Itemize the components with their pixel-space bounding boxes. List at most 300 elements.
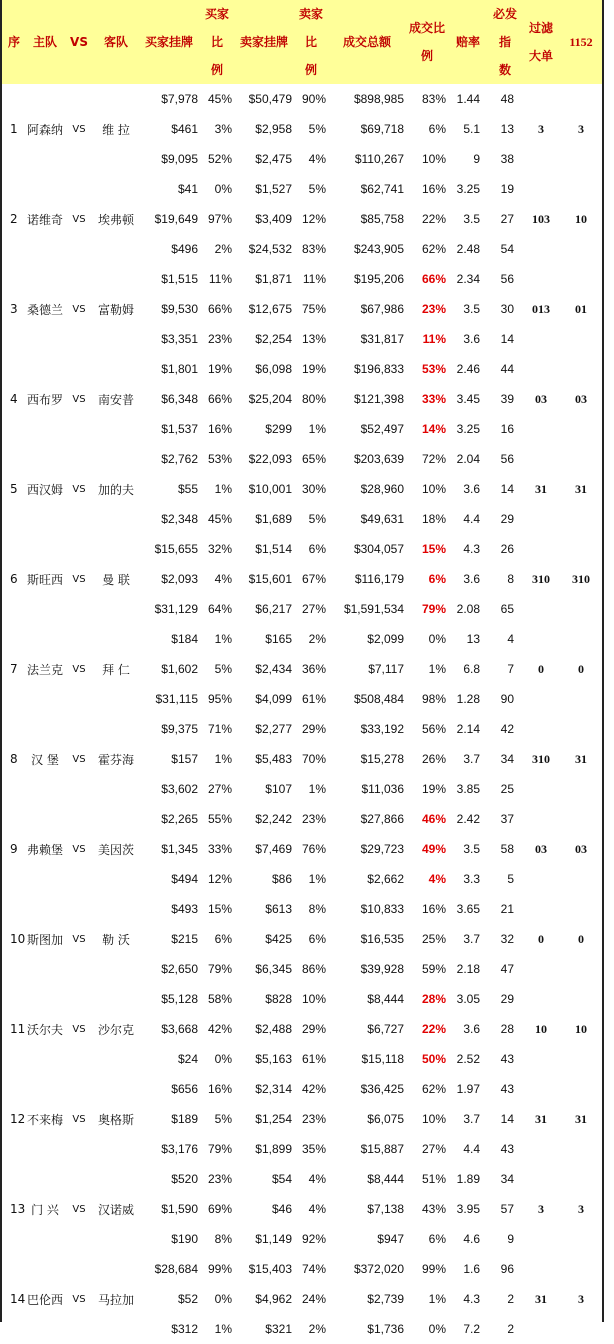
vs-label: VS — [72, 1203, 86, 1215]
sell-ratio: 30% — [301, 482, 326, 496]
match-seq — [2, 234, 26, 264]
betfair-index: 14 — [500, 1112, 514, 1126]
filter-value: 013 — [532, 301, 550, 316]
last-value — [560, 264, 602, 294]
vs-label — [64, 1254, 94, 1284]
sell-listing: $2,434 — [255, 662, 292, 676]
buy-ratio: 79% — [207, 1142, 232, 1156]
betfair-index: 44 — [500, 362, 514, 376]
home-team: 诺维奇 — [26, 212, 63, 227]
vs-label — [64, 414, 94, 444]
buy-listing: $2,265 — [161, 812, 198, 826]
betfair-index: 14 — [500, 332, 514, 346]
table-row — [2, 294, 602, 324]
buy-ratio: 95% — [207, 692, 232, 706]
home-team: 西汉姆 — [26, 482, 63, 497]
odds: 2.42 — [456, 812, 480, 826]
odds: 1.89 — [456, 1172, 480, 1186]
total-volume: $8,444 — [367, 1172, 404, 1186]
away-team — [94, 444, 138, 474]
match-seq — [2, 1224, 26, 1254]
total-volume: $85,758 — [360, 212, 404, 226]
last-value — [560, 234, 602, 264]
vs-label — [64, 144, 94, 174]
betfair-index: 47 — [500, 962, 514, 976]
sell-listing: $12,675 — [248, 302, 292, 316]
table-row — [2, 174, 602, 204]
total-volume: $2,662 — [367, 872, 404, 886]
buy-listing: $6,348 — [161, 392, 198, 406]
away-team — [94, 264, 138, 294]
betfair-index: 54 — [500, 242, 514, 256]
home-team — [26, 1224, 64, 1254]
match-seq — [2, 84, 26, 114]
sell-ratio: 23% — [301, 812, 326, 826]
vs-label — [64, 984, 94, 1014]
buy-ratio: 0% — [214, 1052, 232, 1066]
home-team — [26, 684, 64, 714]
filter-value — [522, 624, 560, 654]
total-volume: $2,739 — [367, 1292, 404, 1306]
away-team — [94, 1044, 138, 1074]
sell-ratio: 86% — [301, 962, 326, 976]
vs-label — [64, 594, 94, 624]
match-seq: 7 — [10, 662, 18, 676]
header-seq: 序 — [2, 0, 26, 84]
sell-listing: $2,475 — [255, 152, 292, 166]
sell-ratio: 75% — [301, 302, 326, 316]
odds: 2.34 — [456, 272, 480, 286]
header-buy-ratio: 买家比 例 — [200, 0, 234, 84]
filter-value — [522, 894, 560, 924]
sell-ratio: 6% — [308, 932, 326, 946]
vs-label — [64, 234, 94, 264]
home-team: 沃尔夫 — [26, 1022, 63, 1037]
match-seq — [2, 264, 26, 294]
home-team — [26, 954, 64, 984]
table-row — [2, 414, 602, 444]
sell-listing: $54 — [271, 1172, 292, 1186]
betfair-index: 21 — [500, 902, 514, 916]
buy-listing: $9,530 — [161, 302, 198, 316]
last-value — [560, 804, 602, 834]
table-row — [2, 714, 602, 744]
match-seq: 10 — [10, 932, 26, 946]
last-value — [560, 894, 602, 924]
match-seq: 1 — [10, 122, 18, 136]
sell-listing: $3,409 — [255, 212, 292, 226]
away-team — [94, 324, 138, 354]
odds: 3.6 — [463, 482, 480, 496]
buy-listing: $19,649 — [154, 212, 198, 226]
sell-ratio: 10% — [301, 992, 326, 1006]
buy-ratio: 52% — [207, 152, 232, 166]
header-vs: VS — [64, 0, 94, 84]
odds: 1.44 — [456, 92, 480, 106]
deal-ratio: 1% — [428, 662, 446, 676]
match-seq — [2, 864, 26, 894]
filter-value — [522, 534, 560, 564]
buy-ratio: 79% — [207, 962, 232, 976]
deal-ratio: 53% — [421, 362, 446, 376]
deal-ratio: 22% — [421, 212, 446, 226]
vs-label: VS — [72, 843, 86, 855]
deal-ratio: 0% — [428, 1322, 446, 1336]
odds: 3.7 — [463, 752, 480, 766]
deal-ratio: 22% — [421, 1022, 446, 1036]
buy-ratio: 6% — [214, 932, 232, 946]
filter-value: 3 — [538, 1201, 544, 1216]
last-value: 31 — [575, 481, 587, 496]
odds: 4.6 — [463, 1232, 480, 1246]
buy-ratio: 5% — [214, 662, 232, 676]
sell-ratio: 29% — [301, 1022, 326, 1036]
buy-ratio: 32% — [207, 542, 232, 556]
match-seq — [2, 354, 26, 384]
vs-label — [64, 1044, 94, 1074]
away-team — [94, 684, 138, 714]
total-volume: $10,833 — [360, 902, 404, 916]
sell-listing: $2,254 — [255, 332, 292, 346]
home-team: 汉 堡 — [31, 752, 59, 767]
home-team — [26, 534, 64, 564]
betfair-index: 65 — [500, 602, 514, 616]
last-value — [560, 1044, 602, 1074]
match-seq: 9 — [10, 842, 18, 856]
buy-ratio: 45% — [207, 512, 232, 526]
sell-listing: $1,149 — [255, 1232, 292, 1246]
match-seq — [2, 624, 26, 654]
sell-listing: $4,099 — [255, 692, 292, 706]
buy-listing: $189 — [171, 1112, 198, 1126]
odds: 3.5 — [463, 212, 480, 226]
buy-listing: $656 — [171, 1082, 198, 1096]
header-deal-ratio: 成交比 例 — [406, 0, 448, 84]
table-row — [2, 834, 602, 864]
sell-listing: $1,689 — [255, 512, 292, 526]
home-team — [26, 1164, 64, 1194]
away-team — [94, 504, 138, 534]
table-row — [2, 144, 602, 174]
last-value — [560, 414, 602, 444]
filter-value: 310 — [532, 751, 550, 766]
header-total: 成交总额 — [328, 0, 406, 84]
home-team — [26, 1254, 64, 1284]
total-volume: $1,591,534 — [343, 602, 404, 616]
total-volume: $6,727 — [367, 1022, 404, 1036]
away-team: 埃弗顿 — [97, 212, 134, 227]
betfair-index: 58 — [500, 842, 514, 856]
sell-listing: $2,242 — [255, 812, 292, 826]
table-row — [2, 654, 602, 684]
filter-value — [522, 84, 560, 114]
sell-listing: $2,958 — [255, 122, 292, 136]
vs-label — [64, 534, 94, 564]
total-volume: $15,887 — [360, 1142, 404, 1156]
match-seq — [2, 714, 26, 744]
total-volume: $7,138 — [367, 1202, 404, 1216]
home-team — [26, 144, 64, 174]
table-row — [2, 774, 602, 804]
odds: 3.5 — [463, 302, 480, 316]
buy-ratio: 8% — [214, 1232, 232, 1246]
buy-listing: $2,348 — [161, 512, 198, 526]
home-team — [26, 984, 64, 1014]
deal-ratio: 6% — [428, 572, 446, 586]
home-team — [26, 774, 64, 804]
last-value — [560, 354, 602, 384]
betfair-index: 43 — [500, 1052, 514, 1066]
filter-value — [522, 414, 560, 444]
buy-ratio: 12% — [207, 872, 232, 886]
home-team — [26, 864, 64, 894]
home-team: 西布罗 — [26, 392, 63, 407]
filter-value — [522, 1044, 560, 1074]
vs-label — [64, 1224, 94, 1254]
vs-label: VS — [72, 753, 86, 765]
odds: 2.52 — [456, 1052, 480, 1066]
odds: 3.3 — [463, 872, 480, 886]
table-row — [2, 1134, 602, 1164]
betfair-index: 56 — [500, 452, 514, 466]
buy-listing: $312 — [171, 1322, 198, 1336]
sell-listing: $5,483 — [255, 752, 292, 766]
vs-label: VS — [72, 483, 86, 495]
home-team: 桑德兰 — [26, 302, 63, 317]
table-row — [2, 354, 602, 384]
sell-listing: $6,345 — [255, 962, 292, 976]
buy-listing: $496 — [171, 242, 198, 256]
sell-listing: $86 — [271, 872, 292, 886]
table-row — [2, 1014, 602, 1044]
deal-ratio: 10% — [421, 482, 446, 496]
away-team — [94, 354, 138, 384]
odds: 3.25 — [456, 182, 480, 196]
buy-listing: $461 — [171, 122, 198, 136]
match-seq: 5 — [10, 482, 18, 496]
table-row — [2, 474, 602, 504]
home-team — [26, 504, 64, 534]
table-row — [2, 624, 602, 654]
sell-listing: $165 — [265, 632, 292, 646]
buy-ratio: 15% — [207, 902, 232, 916]
buy-listing: $31,115 — [155, 692, 198, 706]
betfair-index: 4 — [507, 632, 514, 646]
away-team — [94, 1074, 138, 1104]
home-team — [26, 624, 64, 654]
sell-ratio: 1% — [308, 422, 326, 436]
last-value: 31 — [575, 751, 587, 766]
last-value — [560, 1254, 602, 1284]
betfair-index: 28 — [500, 1022, 514, 1036]
away-team — [94, 864, 138, 894]
deal-ratio: 72% — [421, 452, 446, 466]
table-row — [2, 1104, 602, 1134]
buy-listing: $52 — [177, 1292, 198, 1306]
table-row — [2, 114, 602, 144]
deal-ratio: 62% — [421, 1082, 446, 1096]
last-value — [560, 1314, 602, 1344]
sell-ratio: 4% — [308, 1202, 326, 1216]
match-seq — [2, 1074, 26, 1104]
buy-ratio: 66% — [207, 302, 232, 316]
vs-label — [64, 444, 94, 474]
filter-value — [522, 864, 560, 894]
away-team: 维 拉 — [102, 122, 130, 137]
betfair-index: 2 — [507, 1292, 514, 1306]
table-row — [2, 564, 602, 594]
vs-label — [64, 684, 94, 714]
sell-ratio: 13% — [301, 332, 326, 346]
away-team — [94, 174, 138, 204]
betfair-index: 42 — [500, 722, 514, 736]
deal-ratio: 50% — [421, 1052, 446, 1066]
deal-ratio: 43% — [421, 1202, 446, 1216]
away-team: 霍芬海 — [97, 752, 134, 767]
vs-label — [64, 804, 94, 834]
vs-label: VS — [72, 303, 86, 315]
total-volume: $196,833 — [353, 362, 404, 376]
sell-ratio: 5% — [308, 182, 326, 196]
table-row — [2, 504, 602, 534]
table-row — [2, 1164, 602, 1194]
away-team — [94, 894, 138, 924]
total-volume: $203,639 — [353, 452, 404, 466]
odds: 4.3 — [463, 542, 480, 556]
sell-listing: $2,314 — [255, 1082, 292, 1096]
table-row — [2, 384, 602, 414]
away-team — [94, 594, 138, 624]
deal-ratio: 19% — [421, 782, 446, 796]
betfair-index: 38 — [500, 152, 514, 166]
deal-ratio: 59% — [421, 962, 446, 976]
match-seq: 8 — [10, 752, 18, 766]
filter-value — [522, 804, 560, 834]
buy-ratio: 1% — [214, 752, 232, 766]
betfair-index: 43 — [500, 1142, 514, 1156]
match-seq: 11 — [10, 1022, 26, 1036]
buy-ratio: 97% — [207, 212, 232, 226]
table-row — [2, 1044, 602, 1074]
buy-listing: $215 — [171, 932, 198, 946]
home-team: 门 兴 — [31, 1202, 59, 1217]
filter-value — [522, 1134, 560, 1164]
away-team — [94, 804, 138, 834]
buy-listing: $1,345 — [161, 842, 198, 856]
total-volume: $947 — [377, 1232, 404, 1246]
betfair-index: 16 — [500, 422, 514, 436]
table-row — [2, 1284, 602, 1314]
table-row — [2, 984, 602, 1014]
betfair-index: 14 — [500, 482, 514, 496]
last-value: 31 — [575, 1111, 587, 1126]
last-value — [560, 1134, 602, 1164]
match-seq — [2, 894, 26, 924]
buy-listing: $190 — [171, 1232, 198, 1246]
deal-ratio: 56% — [421, 722, 446, 736]
table-row — [2, 804, 602, 834]
buy-ratio: 2% — [214, 242, 232, 256]
total-volume: $304,057 — [353, 542, 404, 556]
buy-ratio: 16% — [207, 422, 232, 436]
deal-ratio: 26% — [421, 752, 446, 766]
deal-ratio: 83% — [421, 92, 446, 106]
betfair-index: 29 — [500, 992, 514, 1006]
deal-ratio: 4% — [428, 872, 446, 886]
header-last: 1152 — [560, 0, 602, 84]
buy-ratio: 1% — [214, 1322, 232, 1336]
buy-listing: $1,602 — [161, 662, 198, 676]
match-seq: 4 — [10, 392, 18, 406]
home-team — [26, 594, 64, 624]
odds: 4.4 — [463, 512, 480, 526]
table-row — [2, 1194, 602, 1224]
table-row — [2, 864, 602, 894]
vs-label: VS — [72, 1023, 86, 1035]
match-seq — [2, 594, 26, 624]
match-seq: 13 — [10, 1202, 26, 1216]
table-row — [2, 1254, 602, 1284]
table-row — [2, 1074, 602, 1104]
vs-label: VS — [72, 573, 86, 585]
vs-label — [64, 1164, 94, 1194]
last-value: 03 — [575, 841, 587, 856]
total-volume: $243,905 — [353, 242, 404, 256]
table-row — [2, 324, 602, 354]
match-seq: 2 — [10, 212, 18, 226]
last-value: 0 — [578, 661, 584, 676]
filter-value — [522, 324, 560, 354]
last-value — [560, 714, 602, 744]
home-team: 斯旺西 — [26, 572, 63, 587]
home-team — [26, 1044, 64, 1074]
odds: 3.7 — [463, 1112, 480, 1126]
vs-label — [64, 504, 94, 534]
deal-ratio: 1% — [428, 1292, 446, 1306]
odds: 2.14 — [456, 722, 480, 736]
total-volume: $116,179 — [354, 572, 404, 586]
filter-value — [522, 984, 560, 1014]
sell-ratio: 90% — [301, 92, 326, 106]
last-value: 01 — [575, 301, 587, 316]
header-index: 必发指 数 — [488, 0, 522, 84]
odds: 3.05 — [456, 992, 480, 1006]
vs-label — [64, 324, 94, 354]
match-seq — [2, 174, 26, 204]
sell-listing: $6,098 — [255, 362, 292, 376]
odds: 5.1 — [463, 122, 480, 136]
header-away: 客队 — [94, 0, 138, 84]
away-team — [94, 144, 138, 174]
sell-ratio: 61% — [301, 1052, 326, 1066]
home-team — [26, 714, 64, 744]
filter-value — [522, 144, 560, 174]
odds: 1.28 — [456, 692, 480, 706]
buy-ratio: 23% — [207, 332, 232, 346]
table-body — [2, 84, 602, 1344]
buy-listing: $3,351 — [161, 332, 198, 346]
table-row — [2, 954, 602, 984]
buy-listing: $1,801 — [161, 362, 198, 376]
last-value: 3 — [578, 1291, 584, 1306]
buy-listing: $520 — [171, 1172, 198, 1186]
betting-data-table — [2, 0, 602, 1344]
buy-ratio: 99% — [207, 1262, 232, 1276]
match-seq — [2, 504, 26, 534]
buy-ratio: 64% — [207, 602, 232, 616]
home-team — [26, 354, 64, 384]
deal-ratio: 99% — [421, 1262, 446, 1276]
